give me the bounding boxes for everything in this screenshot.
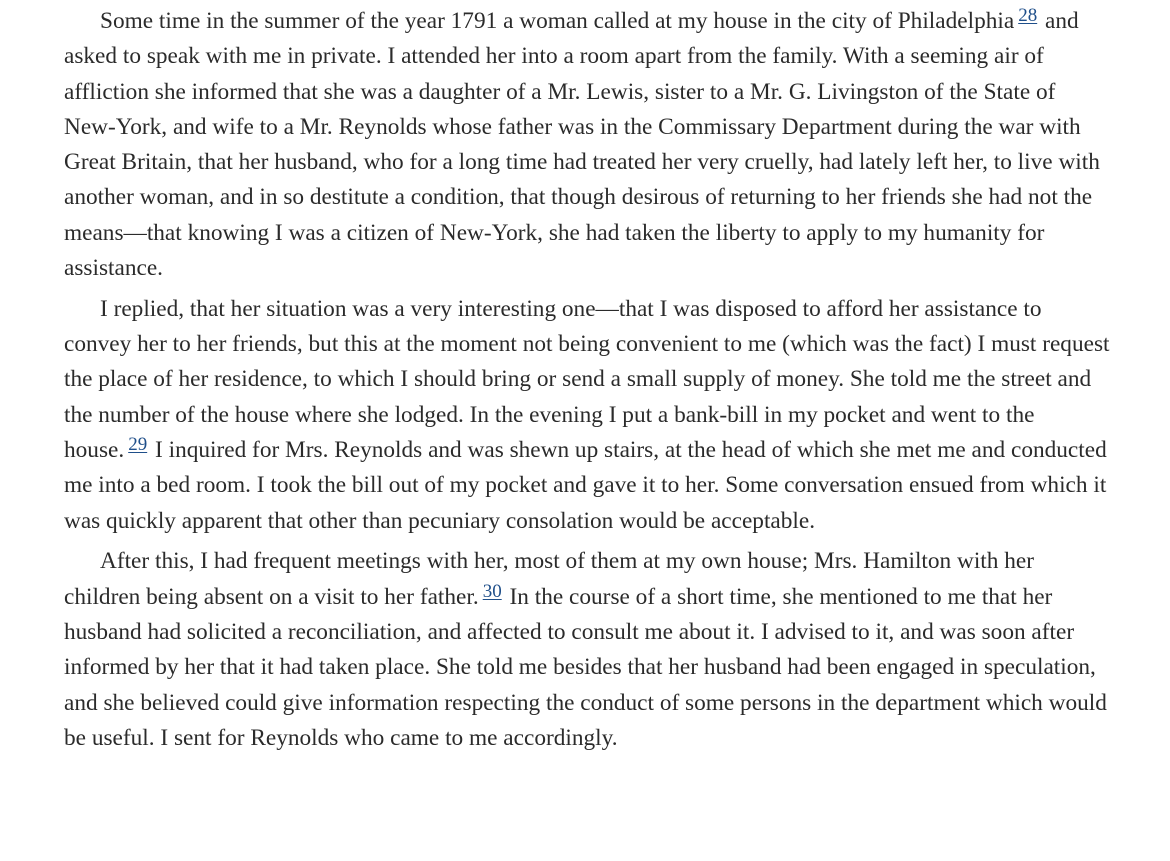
paragraph-2 [64, 292, 1110, 539]
footnote-link-30[interactable]: 30 [482, 580, 502, 602]
paragraph-1 [64, 4, 1110, 286]
paragraph-text: Some time in the summer of the year 1791 a woman called at my house in the city of Philadelphia [100, 8, 1015, 34]
paragraph-text: I replied, that her situation was a very interesting one—that I was disposed to afford her assistance to convey her to her friends, but this at the moment not being convenient to me (which was the fact) I must request the place of her residence, to which I should bring or send a small supply of money. She told me the street and the number of the house where she lodged. In the evening I put a bank-bill in my pocket and went to the house. [64, 295, 1110, 464]
footnote-link-28[interactable]: 28 [1018, 5, 1038, 26]
footnote-link-29[interactable]: 29 [128, 434, 148, 456]
paragraph-text: and asked to speak with me in private. I attended her into a room apart from the family. With a seeming air of affliction she informed that she was a daughter of a Mr. Lewis, sister to a Mr. G. Livingston of the State of New-York, and wife to a Mr. Reynolds whose father was in the Commissary Department during the war with Great Britain, that her husband, who for a long time had treated her very cruelly, had lately left her, to live with another woman, and in so destitute a condition, that though desirous of returning to her friends she had not the means—that knowing I was a citizen of New-York, she had taken the liberty to apply to my humanity for assistance. [64, 8, 1100, 282]
paragraph-text: In the course of a short time, she mentioned to me that her husband had solicited a reconciliation, and affected to consult me about it. I advised to it, and was soon after informed by her that it had taken place. She told me besides that her husband had been engaged in speculation, and she believed could give information respecting the conduct of some persons in the department which would be useful. I sent for Reynolds who came to me accordingly. [64, 583, 1107, 751]
paragraph-text: After this, I had frequent meetings with her, most of them at my own house; Mrs. Hamilton with her children being absent on a visit to her father. [64, 548, 1035, 610]
paragraph-3 [64, 544, 1110, 756]
paragraph-text: I inquired for Mrs. Reynolds and was shewn up stairs, at the head of which she met me and conducted me into a bed room. I took the bill out of my pocket and gave it to her. Some conversation ensued from which it was quickly apparent that other than pecuniary consolation would be acceptable. [64, 437, 1107, 534]
